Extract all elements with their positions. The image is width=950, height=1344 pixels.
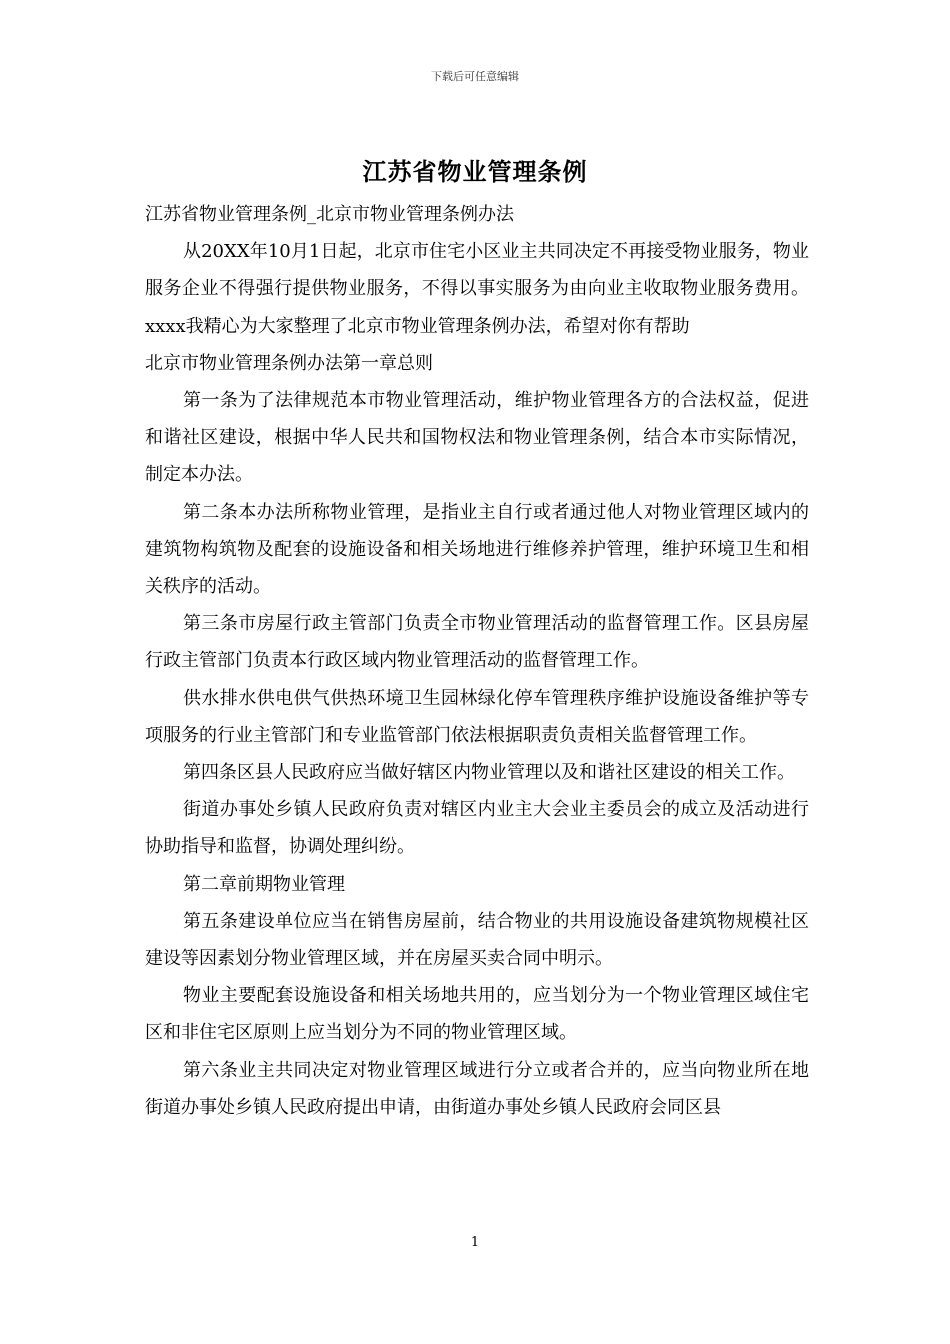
- body-paragraph: 从20XX年10月1日起，北京市住宅小区业主共同决定不再接受物业服务，物业服务企业不得强行提供物业服务，不得以事实服务为由向业主收取物业服务费用。xxxx我精心为大家整理了北京市物业管理条例办法，希望对你有帮助: [145, 241, 809, 337]
- body-paragraph: 第一条为了法律规范本市物业管理活动，维护物业管理各方的合法权益，促进和谐社区建设，根据中华人民共和国物权法和物业管理条例，结合本市实际情况，制定本办法。: [145, 390, 809, 486]
- body-paragraph: 第四条区县人民政府应当做好辖区内物业管理以及和谐社区建设的相关工作。: [183, 762, 795, 784]
- body-paragraph: 第二条本办法所称物业管理，是指业主自行或者通过他人对物业管理区域内的建筑物构筑物及配套的设施设备和相关场地进行维修养护管理，维护环境卫生和相关秩序的活动。: [145, 501, 809, 598]
- page-header-note: 下载后可任意编辑: [431, 70, 519, 83]
- body-paragraph: 第六条业主共同决定对物业管理区域进行分立或者合并的，应当向物业所在地街道办事处乡镇人民政府提出申请，由街道办事处乡镇人民政府会同区县: [145, 1059, 809, 1118]
- body-paragraph: 供水排水供电供气供热环境卫生园林绿化停车管理秩序维护设施设备维护等专项服务的行业主管部门和专业监管部门依法根据职责负责相关监督管理工作。: [145, 687, 809, 746]
- body-paragraph: 第三条市房屋行政主管部门负责全市物业管理活动的监督管理工作。区县房屋行政主管部门负责本行政区域内物业管理活动的监督管理工作。: [145, 613, 809, 672]
- body-paragraph: 物业主要配套设施设备和相关场地共用的，应当划分为一个物业管理区域住宅区和非住宅区原则上应当划分为不同的物业管理区域。: [145, 985, 809, 1044]
- body-paragraph: 街道办事处乡镇人民政府负责对辖区内业主大会业主委员会的成立及活动进行协助指导和监督，协调处理纠纷。: [145, 799, 809, 858]
- subtitle-paragraph: 江苏省物业管理条例_北京市物业管理条例办法: [145, 204, 514, 225]
- chapter-heading: 北京市物业管理条例办法第一章总则: [145, 352, 433, 374]
- document-title: 江苏省物业管理条例: [362, 157, 588, 186]
- page-number: 1: [470, 1235, 480, 1250]
- document-body: [145, 196, 809, 1126]
- chapter-heading: 第二章前期物业管理: [183, 873, 345, 895]
- body-paragraph: 第五条建设单位应当在销售房屋前，结合物业的共用设施设备建筑物规模社区建设等因素划分物业管理区域，并在房屋买卖合同中明示。: [145, 910, 809, 970]
